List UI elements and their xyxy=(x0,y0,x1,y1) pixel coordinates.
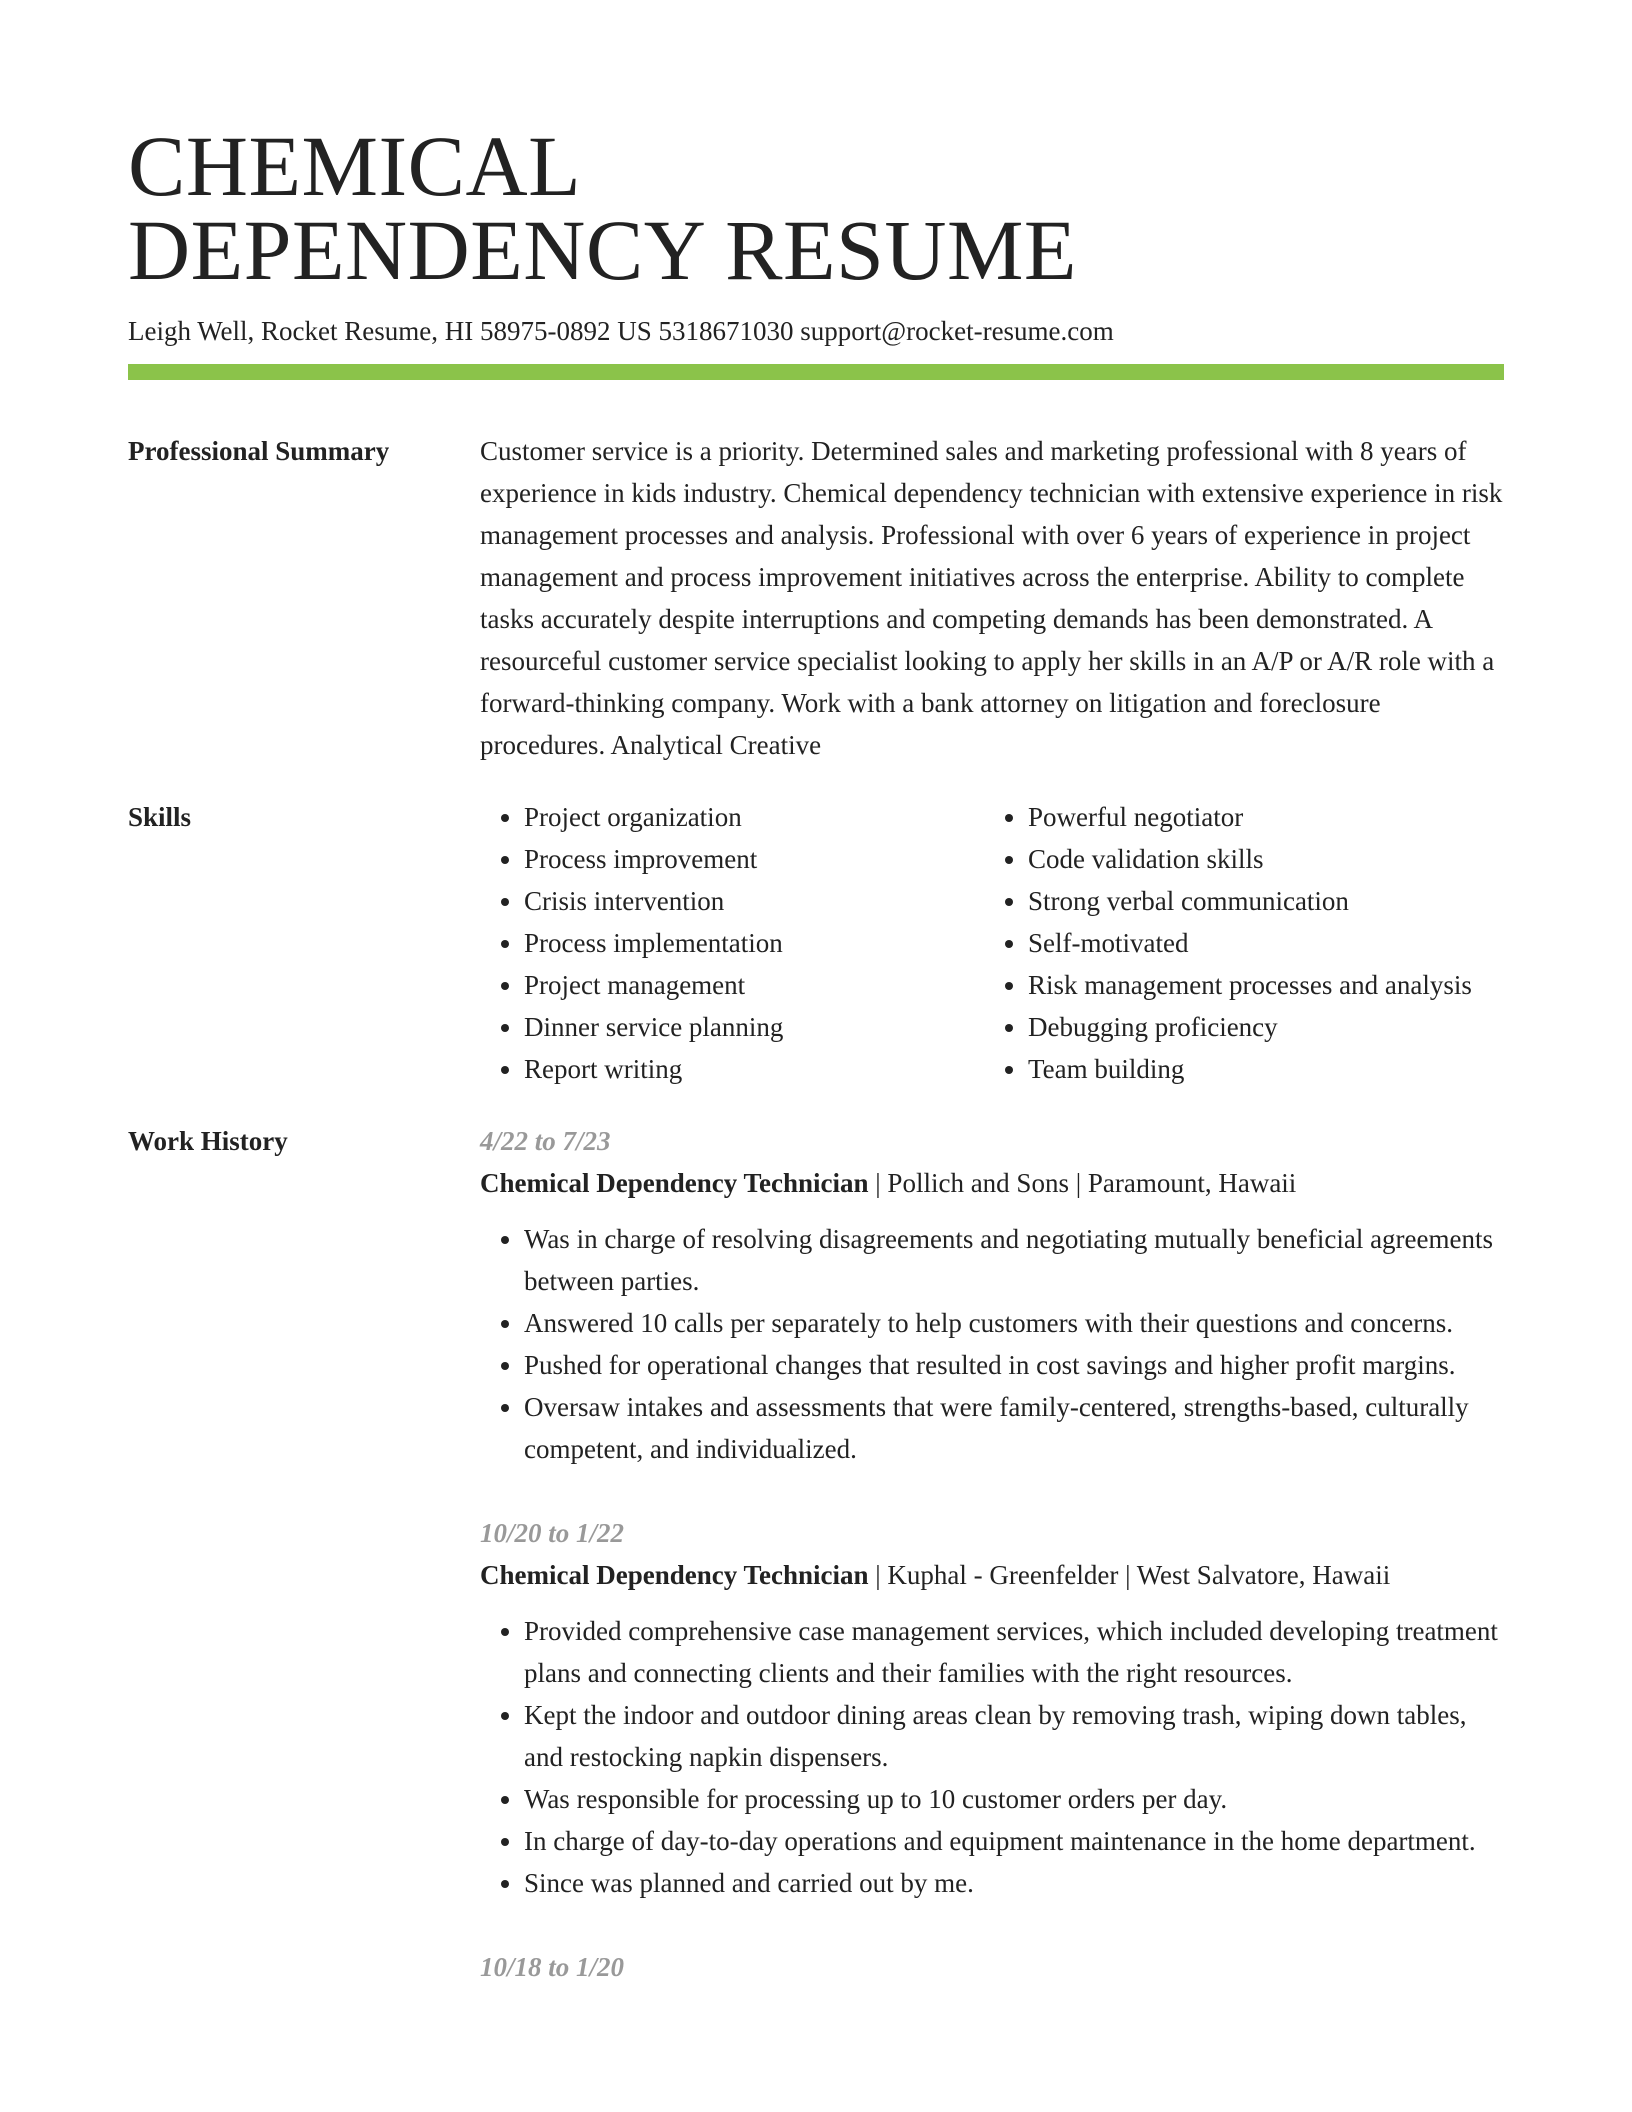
title-line-1: CHEMICAL xyxy=(128,118,582,214)
resume-page xyxy=(128,118,1504,2030)
section-label-skills: Skills xyxy=(128,802,192,832)
professional-summary-section xyxy=(128,430,1504,766)
skill-item: • Process improvement xyxy=(524,838,984,880)
section-label-summary: Professional Summary xyxy=(128,436,390,466)
skill-item: • Report writing xyxy=(524,1048,984,1090)
job-duty: • Was in charge of resolving disagreements and negotiating mutually beneficial agreements between parties. xyxy=(524,1218,1504,1302)
skill-item: • Strong verbal communication xyxy=(1028,880,1504,922)
job-duty: • Pushed for operational changes that resulted in cost savings and higher profit margins. xyxy=(524,1344,1504,1386)
job-dates: 10/18 to 1/20 xyxy=(480,1952,625,1982)
resume-title xyxy=(128,118,1504,298)
skill-item: • Team building xyxy=(1028,1048,1504,1090)
skills-section xyxy=(128,796,1504,1090)
skill-item: • Process implementation xyxy=(524,922,984,964)
job-title: Chemical Dependency Technician xyxy=(480,1560,869,1590)
skills-list-right xyxy=(984,796,1504,1090)
skill-item: • Crisis intervention xyxy=(524,880,984,922)
job-entry xyxy=(480,1512,1504,1904)
job-employer-location: | Pollich and Sons | Paramount, Hawaii xyxy=(868,1168,1297,1198)
job-entry xyxy=(480,1120,1504,1470)
job-duties-list xyxy=(480,1218,1504,1470)
job-dates: 4/22 to 7/23 xyxy=(480,1126,611,1156)
job-heading xyxy=(480,1162,1504,1204)
skill-item: • Powerful negotiator xyxy=(1028,796,1504,838)
skill-item: • Code validation skills xyxy=(1028,838,1504,880)
job-duty: • Kept the indoor and outdoor dining areas clean by removing trash, wiping down tables, and restocking napkin dispensers. xyxy=(524,1694,1504,1778)
title-line-2: DEPENDENCY RESUME xyxy=(128,202,1077,298)
job-duty: • In charge of day-to-day operations and equipment maintenance in the home department. xyxy=(524,1820,1504,1862)
skill-item: • Project organization xyxy=(524,796,984,838)
skill-item: • Risk management processes and analysis xyxy=(1028,964,1504,1006)
work-history-body xyxy=(480,1120,1504,2030)
skills-list-left xyxy=(480,796,984,1090)
job-duty: • Was responsible for processing up to 10 customer orders per day. xyxy=(524,1778,1504,1820)
accent-divider xyxy=(128,364,1504,380)
job-duties-list xyxy=(480,1610,1504,1904)
skill-item: • Self-motivated xyxy=(1028,922,1504,964)
job-employer-location: | Kuphal - Greenfelder | West Salvatore, Hawaii xyxy=(868,1560,1391,1590)
job-title: Chemical Dependency Technician xyxy=(480,1168,869,1198)
job-duty: • Oversaw intakes and assessments that were family-centered, strengths-based, culturally competent, and individualized. xyxy=(524,1386,1504,1470)
job-dates: 10/20 to 1/22 xyxy=(480,1518,625,1548)
work-history-section xyxy=(128,1120,1504,2030)
job-duty: • Answered 10 calls per separately to help customers with their questions and concerns. xyxy=(524,1302,1504,1344)
job-duty: • Since was planned and carried out by me. xyxy=(524,1862,1504,1904)
summary-text: Customer service is a priority. Determined sales and marketing professional with 8 years of experience in kids industry. Chemical dependency technician with extensive experience in risk management processes and analysis. Professional with over 6 years of experience in project management and process improvement initiatives across the enterprise. Ability to complete tasks accurately despite interruptions and competing demands has been demonstrated. A resourceful customer service specialist looking to apply her skills in an A/P or A/R role with a forward-thinking company. Work with a bank attorney on litigation and foreclosure procedures. Analytical Creative xyxy=(480,436,1503,760)
section-label-work: Work History xyxy=(128,1126,288,1156)
job-heading xyxy=(480,1554,1504,1596)
job-entry xyxy=(480,1946,1504,1988)
skill-item: • Dinner service planning xyxy=(524,1006,984,1048)
contact-line: Leigh Well, Rocket Resume, HI 58975-0892 US 5318671030 support@rocket-resume.com xyxy=(128,316,1114,346)
skill-item: • Debugging proficiency xyxy=(1028,1006,1504,1048)
job-duty: • Provided comprehensive case management services, which included developing treatment plans and connecting clients and their families with the right resources. xyxy=(524,1610,1504,1694)
skills-body xyxy=(480,796,1504,1090)
skill-item: • Project management xyxy=(524,964,984,1006)
